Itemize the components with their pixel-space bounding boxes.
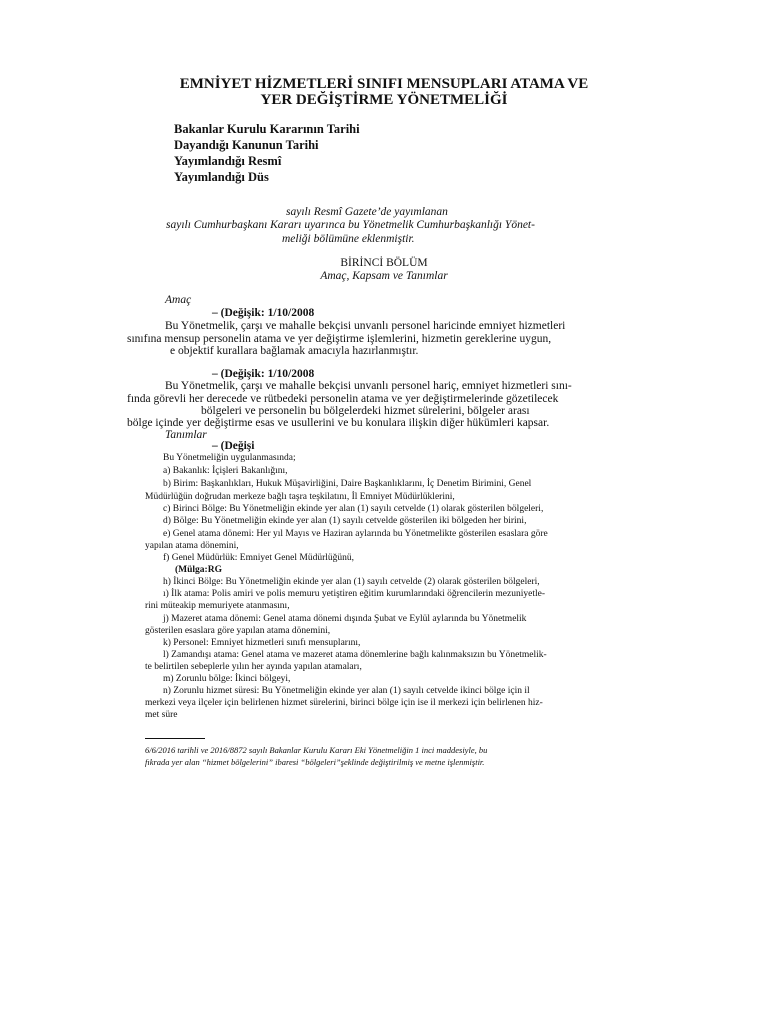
section-heading: BİRİNCİ BÖLÜM <box>340 257 428 269</box>
tanimlar-line-15: gösterilen esaslara göre yapılan atama dönemini, <box>145 626 331 636</box>
section-subheading: Amaç, Kapsam ve Tanımlar <box>320 270 448 282</box>
tanimlar-line-22: met süre <box>145 710 178 720</box>
footnote-line-2: fıkrada yer alan “hizmet bölgelerini” ibaresi “bölgeleri”şeklinde değiştirilmiş ve metne işlenmiştir. <box>145 757 485 767</box>
footnote-line-1: 6/6/2016 tarihli ve 2016/8872 sayılı Bakanlar Kurulu Kararı Eki Yönetmeliğin 1 inci maddesiyle, bu <box>145 745 488 755</box>
meta-published-series: Yayımlandığı Düs <box>174 170 269 184</box>
tanimlar-line-19: m) Zorunlu bölge: İkinci bölgeyi, <box>163 674 291 684</box>
amac-line-3: e objektif kurallara bağlamak amacıyla hazırlanmıştır. <box>170 345 419 357</box>
tanimlar-change-note: – (Değişi <box>212 440 255 452</box>
tanimlar-line-4: Müdürlüğün doğrudan merkeze bağlı taşra teşkilatını, İl Emniyet Müdürlüklerini, <box>145 492 455 502</box>
tanimlar-repealed-note: (Mülga:RG <box>175 565 222 575</box>
tanimlar-line-3: b) Birim: Başkanlıkları, Hukuk Müşavirliğini, Daire Başkanlıklarını, İç Denetim Birimini, Genel <box>163 479 532 489</box>
tanimlar-line-2: a) Bakanlık: İçişleri Bakanlığını, <box>163 466 288 476</box>
tanimlar-line-14: j) Mazeret atama dönemi: Genel atama dönemi dışında Şubat ve Eylül aylarında bu Yönetmelik <box>163 614 527 624</box>
kapsam-line-1: Bu Yönetmelik, çarşı ve mahalle bekçisi unvanlı personel hariç, emniyet hizmetleri sını- <box>165 380 572 392</box>
tanimlar-line-5: c) Birinci Bölge: Bu Yönetmeliğin ekinde yer alan (1) sayılı cetvelde (1) olarak gösterilen bölgeleri, <box>163 504 544 514</box>
tanimlar-label: Tanımlar <box>165 429 207 441</box>
meta-published-gazette: Yayımlandığı Resmî <box>174 154 282 168</box>
tanimlar-line-13: rini müteakip memuriyete atanmasını, <box>145 601 290 611</box>
kapsam-line-4: bölge içinde yer değiştirme esas ve usullerini ve bu konulara ilişkin diğer hükümleri kapsar. <box>127 417 550 429</box>
amac-line-2: sınıfına mensup personelin atama ve yer değiştirme işlemlerini, hizmetin gereklerine uygun, <box>127 333 552 345</box>
intro-line-2: sayılı Cumhurbaşkanı Kararı uyarınca bu Yönetmelik Cumhurbaşkanlığı Yönet- <box>166 219 535 231</box>
tanimlar-line-7: e) Genel atama dönemi: Her yıl Mayıs ve Haziran aylarında bu Yönetmelikte gösterilen esaslara göre <box>163 529 548 539</box>
tanimlar-line-11: h) İkinci Bölge: Bu Yönetmeliğin ekinde yer alan (1) sayılı cetvelde (2) olarak gösterilen bölgeleri, <box>163 577 540 587</box>
amac-label: Amaç <box>165 294 192 306</box>
meta-decision-date: Bakanlar Kurulu Kararının Tarihi <box>174 122 360 136</box>
tanimlar-line-17: l) Zamandışı atama: Genel atama ve mazeret atama dönemlerine bağlı kalınmaksızın bu Yönetmelik- <box>163 650 547 660</box>
tanimlar-line-12: ı) İlk atama: Polis amiri ve polis memuru yetiştiren eğitim kurumlarındaki öğrencilerin mezuniyetle- <box>163 589 546 599</box>
tanimlar-line-6: d) Bölge: Bu Yönetmeliğin ekinde yer alan (1) sayılı cetvelde gösterilen iki bölgeden her birini, <box>163 516 527 526</box>
amac-change-note: – (Değişik: 1/10/2008 <box>212 307 315 319</box>
intro-line-3: meliği bölümüne eklenmiştir. <box>282 233 415 245</box>
intro-line-1: sayılı Resmî Gazete’de yayımlanan <box>286 206 448 218</box>
document-title-line-1: EMNİYET HİZMETLERİ SINIFI MENSUPLARI ATAMA VE <box>179 76 589 92</box>
tanimlar-line-16: k) Personel: Emniyet hizmetleri sınıfı mensuplarını, <box>163 638 361 648</box>
amac-line-1: Bu Yönetmelik, çarşı ve mahalle bekçisi unvanlı personel haricinde emniyet hizmetleri <box>165 320 566 332</box>
meta-law-date: Dayandığı Kanunun Tarihi <box>174 138 319 152</box>
document-title-line-2: YER DEĞİŞTİRME YÖNETMELİĞİ <box>260 92 508 108</box>
tanimlar-line-21: merkezi veya ilçeler için belirlenen hizmet sürelerini, birinci bölge için ise il merkezi için belirlenen hiz- <box>145 698 543 708</box>
tanimlar-line-8: yapılan atama dönemini, <box>145 541 239 551</box>
kapsam-line-3: bölgeleri ve personelin bu bölgelerdeki hizmet sürelerini, bölgeler arası <box>201 405 530 417</box>
kapsam-line-2: fında görevli her derecede ve rütbedeki personelin atama ve yer değiştirmelerinde gözetilecek <box>127 393 559 405</box>
tanimlar-line-1: Bu Yönetmeliğin uygulanmasında; <box>163 453 296 463</box>
tanimlar-line-20: n) Zorunlu hizmet süresi: Bu Yönetmeliğin ekinde yer alan (1) sayılı cetvelde ikinci bölge için il <box>163 686 530 696</box>
tanimlar-line-9: f) Genel Müdürlük: Emniyet Genel Müdürlüğünü, <box>163 553 355 563</box>
kapsam-change-note: – (Değişik: 1/10/2008 <box>212 368 315 380</box>
footnote-separator <box>145 738 205 739</box>
tanimlar-line-18: te belirtilen sebeplerle yılın her ayında yapılan atamaları, <box>145 662 362 672</box>
